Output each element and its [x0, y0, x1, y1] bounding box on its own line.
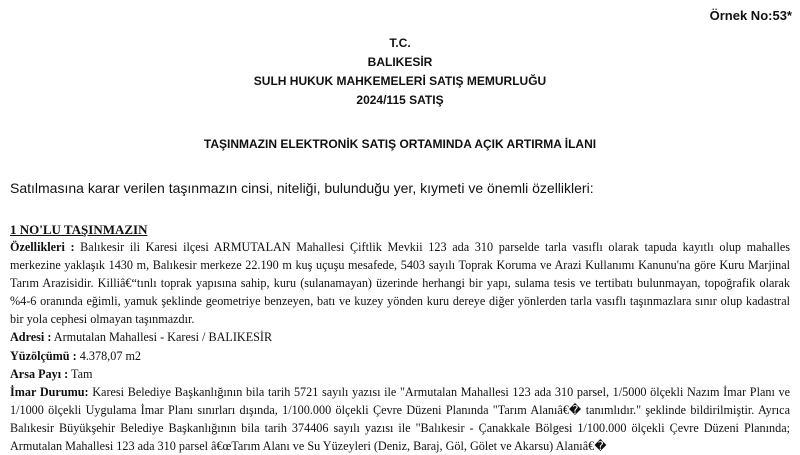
features-label: Özellikleri :	[10, 240, 75, 254]
header-line-office: SULH HUKUK MAHKEMELERİ SATIŞ MEMURLUĞU	[253, 74, 547, 88]
header-line-city: BALIKESİR	[367, 55, 433, 69]
address-label: Adresi :	[10, 330, 52, 345]
property-zoning-status	[10, 383, 790, 455]
zoning-label: İmar Durumu:	[10, 384, 89, 399]
features-text: Balıkesir ili Karesi ilçesi ARMUTALAN Mahallesi Çiftlik Mevkii 123 ada 310 parselde tarla vasıflı olarak tapuda kayıtlı olup mahalles merkezine yaklaşık 1430 m, Balıkesir merkeze 22.190 m kuş uçuşu mesafede, 5403 sayılı Toprak Koruma ve Arazi Kullanımı Kanunu'na göre Kuru Marjinal Tarım Arazisidir. Killiâ€“tınlı toprak yapısına sahip, kuru (sulanamayan) üzerinde herhangi bir yapı, sulama tesis ve tertibatı bulunmayan, topoğrafik olarak %4-6 oranında eğimli, yamuk şeklinde geometriye benzeyen, batı ve kuzey yönden kuru dereye diğer yönlerden tarla vasıflı taşınmazlara sınır olup kadastral bir yola cephesi olmayan taşınmazdır.	[10, 240, 790, 327]
land-share-text: Tam	[68, 366, 93, 381]
section-title: 1 NO'LU TAŞINMAZIN	[10, 222, 148, 237]
property-address	[10, 328, 790, 346]
area-label: Yüzölçümü :	[10, 348, 77, 363]
intro-text: Satılmasına karar verilen taşınmazın cinsi, niteliği, bulunduğu yer, kıymeti ve önemli özellikleri:	[10, 180, 594, 196]
zoning-text: Karesi Belediye Başkanlığının bila tarih 5721 sayılı yazısı ile "Armutalan Mahallesi 123 ada 310 parsel, 1/5000 ölçekli Nazım İmar Planı ve 1/1000 ölçekli Uygulama İmar Planı sınırları dışında, 1/100.000 ölçekli Çevre Düzeni Planında "Tarım Alanıâ€� tanımlıdır." şeklinde bildirilmiştir. Ayrıca Balıkesir Büyükşehir Belediye Başkanlığının bila tarih 374406 sayılı yazısı ile "Balıkesir - Çanakkale Bölgesi 1/100.000 ölçekli Çevre Düzeni Planında; Armutalan Mahallesi 123 ada 310 parsel â€œTarım Alanı ve Su Yüzeyleri (Deniz, Baraj, Göl, Gölet ve Akarsu) Alanıâ€�	[10, 384, 790, 454]
address-text: Armutalan Mahallesi - Karesi / BALIKESİR	[51, 330, 273, 345]
header-line-tc: T.C.	[389, 36, 411, 50]
sample-number: Örnek No:53*	[709, 8, 792, 23]
property-area	[10, 347, 790, 365]
property-details	[10, 222, 790, 455]
document-header	[0, 34, 800, 110]
header-line-case-number: 2024/115 SATIŞ	[356, 93, 444, 107]
area-text: 4.378,07 m2	[76, 348, 142, 363]
land-share-label: Arsa Payı :	[10, 366, 69, 381]
property-features	[10, 238, 790, 328]
property-land-share	[10, 365, 790, 383]
announcement-title: TAŞINMAZIN ELEKTRONİK SATIŞ ORTAMINDA AÇIK ARTIRMA İLANI	[203, 137, 597, 151]
